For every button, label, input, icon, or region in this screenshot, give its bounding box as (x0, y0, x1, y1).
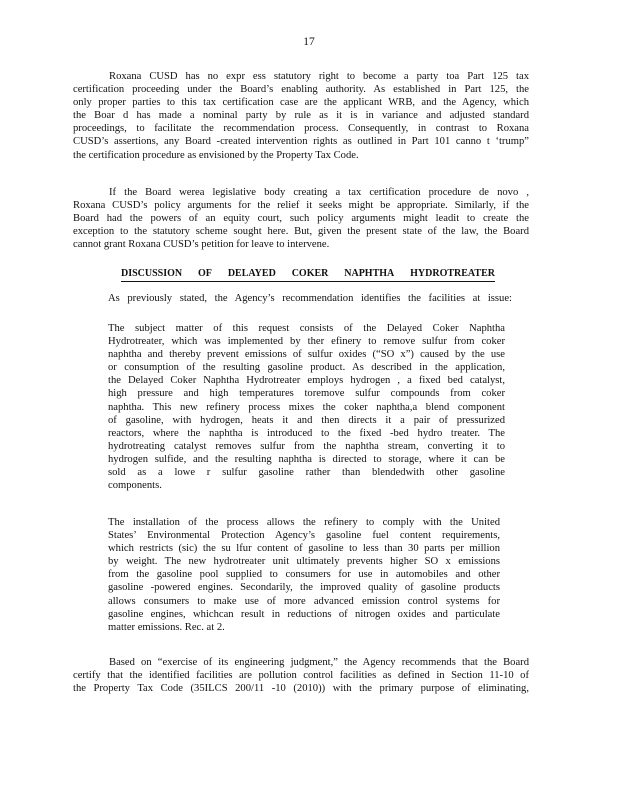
section-heading (121, 268, 495, 282)
block-quote-installation (108, 516, 500, 634)
paragraph-line: the Boar d has made a nominal party by rule as it is in variance and adjusted standard (73, 110, 529, 122)
paragraph-roxana-statutory-right (73, 70, 529, 162)
block-quote-subject-matter (108, 322, 505, 492)
paragraph-line: allows consumers to make use of more advanced emission control systems for (108, 595, 500, 607)
paragraph-line: reactors, where the naphtha is introduced to the fixed -bed hydro treater. The (108, 427, 505, 439)
paragraph-line: from the gasoline pool supplied to consumers for use in automobiles and other (108, 569, 500, 581)
paragraph-line: of gasoline, with hydrogen, heats it and then directs it a pair of pressurized (108, 414, 505, 426)
paragraph-line: components. (108, 480, 162, 492)
paragraph-line: Board had the powers of an equity court, such policy arguments might leadit to create the (73, 213, 529, 225)
paragraph-as-previously-stated (108, 292, 512, 305)
paragraph-line: CUSD’s assertions, any Board -created intervention rights as outlined in Part 101 canno t ‘trump” (73, 136, 529, 148)
paragraph-line: sold as a lowe r sulfur gasoline rather than blendedwith other gasoline (108, 467, 505, 479)
paragraph-line: by weight. The new hydrotreater unit ultimately prevents higher SO x emissions (108, 556, 500, 568)
paragraph-line: hydrotreating catalyst removes sulfur from the naphtha stream, converting it to (108, 440, 505, 452)
paragraph-line: naphtha and thereby prevent emissions of sulfur oxides (“SO x”) caused by the use (108, 349, 505, 361)
paragraph-line: or consumption of the resulting gasoline product. As described in the application, (108, 362, 505, 374)
paragraph-legislative-body (73, 186, 529, 251)
paragraph-line: only proper parties to this tax certification case are the applicant WRB, and the Agency, which (73, 97, 529, 109)
paragraph-line: Hydrotreater, which was implemented by ther efinery to remove sulfur from coker (108, 336, 505, 348)
paragraph-line: Based on “exercise of its engineering judgment,” the Agency recommends that the Board (109, 657, 529, 668)
paragraph-line: the Delayed Coker Naphtha Hydrotreater employs hydrogen , a fixed bed catalyst, (108, 375, 505, 387)
paragraph-line: the certification procedure as envisioned by the Property Tax Code. (73, 149, 359, 161)
paragraph-line: naphtha. This new refinery process mixes the coker naphtha,a blend component (108, 401, 505, 413)
paragraph-line: proceedings, to facilitate the recommendation process. Consequently, in contrast to Roxana (73, 123, 529, 135)
paragraph-line: The subject matter of this request consists of the Delayed Coker Naphtha (108, 323, 505, 334)
paragraph-line: certification proceeding under the Board’s enabling authority. As established in Part 125, the (73, 84, 529, 96)
paragraph-line: States’ Environmental Protection Agency’s gasoline fuel content requirements, (108, 530, 500, 542)
paragraph-line: The installation of the process allows the refinery to comply with the United (108, 517, 500, 528)
paragraph-line: hydrogen sulfide, and the resulting naphtha is directed to storage, where it can be (108, 453, 505, 465)
heading-word: HYDROTREATER (410, 268, 495, 279)
heading-word: OF (198, 268, 212, 279)
heading-word: COKER (291, 268, 329, 279)
paragraph-line: exception to the statutory scheme sought here. But, given the present state of the law, the Board (73, 226, 529, 238)
page-number: 17 (303, 36, 315, 48)
heading-word: NAPHTHA (344, 268, 395, 279)
paragraph-line: high pressure and high temperatures toremove sulfur compounds from coker (108, 388, 505, 400)
paragraph-line: cannot grant Roxana CUSD’s petition for leave to intervene. (73, 239, 330, 251)
paragraph-line: the Property Tax Code (35ILCS 200/11 -10 (2010)) with the primary purpose of eliminating, (73, 683, 529, 695)
heading-word: DELAYED (227, 268, 276, 279)
paragraph-line: Roxana CUSD’s policy arguments for the relief it seeks might be appropriate. Similarly, if the (73, 200, 529, 212)
paragraph-line: Roxana CUSD has no expr ess statutory right to become a party toa Part 125 tax (109, 71, 529, 82)
paragraph-line: matter emissions. Rec. at 2. (108, 621, 225, 633)
paragraph-line: gasoline -powered engines. Secondarily, the improved quality of gasoline products (108, 582, 500, 594)
paragraph-line: If the Board werea legislative body creating a tax certification procedure de novo , (109, 187, 529, 198)
paragraph-line: As previously stated, the Agency’s recommendation identifies the facilities at issue: (108, 293, 512, 304)
heading-word: DISCUSSION (121, 268, 183, 279)
paragraph-line: certify that the identified facilities are pollution control facilities as defined in Section 11-10 of (73, 670, 529, 682)
paragraph-line: gasoline engines, whichcan result in reductions of nitrogen oxides and particulate (108, 608, 500, 620)
paragraph-engineering-judgment (73, 656, 529, 695)
paragraph-line: which restricts (sic) the su lfur content of gasoline to less than 30 parts per million (108, 543, 500, 555)
